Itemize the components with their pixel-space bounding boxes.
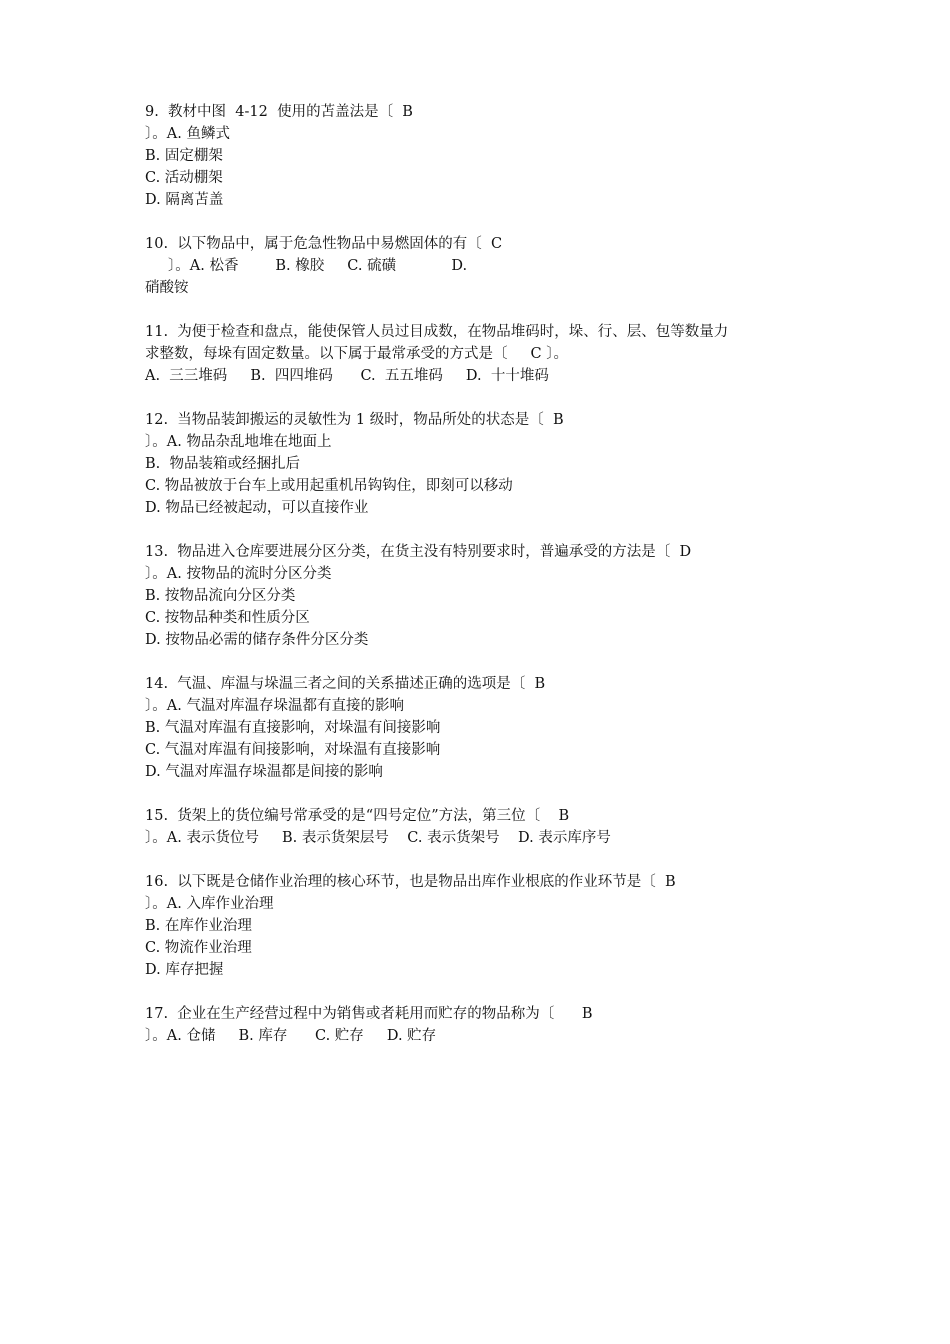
question-option-line: A. 三三堆码 B. 四四堆码 C. 五五堆码 D. 十十堆码 [145,368,549,384]
question-stem-line: 10. 以下物品中，属于危急性物品中易燃固体的有〔 C [145,236,503,252]
question-stem-line: 14. 气温、库温与垛温三者之间的关系描述正确的选项是〔 B [145,676,546,692]
question-block [145,673,815,783]
question-option-line: B. 物品装箱或经捆扎后 [145,456,300,472]
question-stem-line: 16. 以下既是仓储作业治理的核心环节，也是物品出库作业根底的作业环节是〔 B [145,874,676,890]
question-option-line: D. 按物品必需的储存条件分区分类 [145,632,369,648]
question-option-line: C. 气温对库温有间接影响，对垛温有直接影响 [145,742,441,758]
question-option-line: D. 气温对库温存垛温都是间接的影响 [145,764,383,780]
question-option-line: 〕。A. 按物品的流时分区分类 [145,566,332,582]
question-option-line: 〕。A. 松香 B. 橡胶 C. 硫磺 D. [145,258,468,274]
question-option-line: B. 气温对库温有直接影响，对垛温有间接影响 [145,720,441,736]
question-option-line: B. 在库作业治理 [145,918,252,934]
question-block [145,233,815,299]
question-option-line: C. 活动棚架 [145,170,223,186]
question-option-line: 〕。A. 入库作业治理 [145,896,274,912]
question-option-line: C. 物流作业治理 [145,940,252,956]
question-block [145,871,815,981]
question-option-line: 求整数，每垛有固定数量。以下属于最常承受的方式是〔 C 〕。 [145,346,568,362]
question-option-line: D. 隔离苫盖 [145,192,224,208]
question-option-line: 〕。A. 气温对库温存垛温都有直接的影响 [145,698,404,714]
question-option-line: 〕。A. 仓储 B. 库存 C. 贮存 D. 贮存 [145,1028,437,1044]
question-stem-line: 12. 当物品装卸搬运的灵敏性为 1 级时，物品所处的状态是〔 B [145,412,564,428]
question-option-line: C. 物品被放于台车上或用起重机吊钩钩住，即刻可以移动 [145,478,513,494]
question-block [145,541,815,651]
question-option-line: 〕。A. 表示货位号 B. 表示货架层号 C. 表示货架号 D. 表示库序号 [145,830,611,846]
question-block [145,321,815,387]
question-option-line: D. 库存把握 [145,962,224,978]
question-block [145,805,815,849]
question-block [145,101,815,211]
question-stem-line: 15. 货架上的货位编号常承受的是“四号定位”方法，第三位〔 B [145,808,570,824]
question-stem-line: 9. 教材中图 4-12 使用的苫盖法是〔 B [145,104,413,120]
question-option-line: B. 按物品流向分区分类 [145,588,296,604]
question-option-line: C. 按物品种类和性质分区 [145,610,310,626]
question-stem-line: 11. 为便于检查和盘点，能使保管人员过目成数，在物品堆码时，垛、行、层、包等数量力 [145,324,729,340]
question-block [145,1003,815,1047]
question-option-line: D. 物品已经被起动，可以直接作业 [145,500,369,516]
question-option-line: 〕。A. 鱼鳞式 [145,126,230,142]
question-stem-line: 13. 物品进入仓库要进展分区分类，在货主没有特别要求时，普遍承受的方法是〔 D [145,544,692,560]
question-option-line: 硝酸铵 [145,280,189,296]
question-option-line: 〕。A. 物品杂乱地堆在地面上 [145,434,332,450]
document-page [145,101,815,1069]
question-block [145,409,815,519]
question-stem-line: 17. 企业在生产经营过程中为销售或者耗用而贮存的物品称为〔 B [145,1006,593,1022]
question-option-line: B. 固定棚架 [145,148,223,164]
